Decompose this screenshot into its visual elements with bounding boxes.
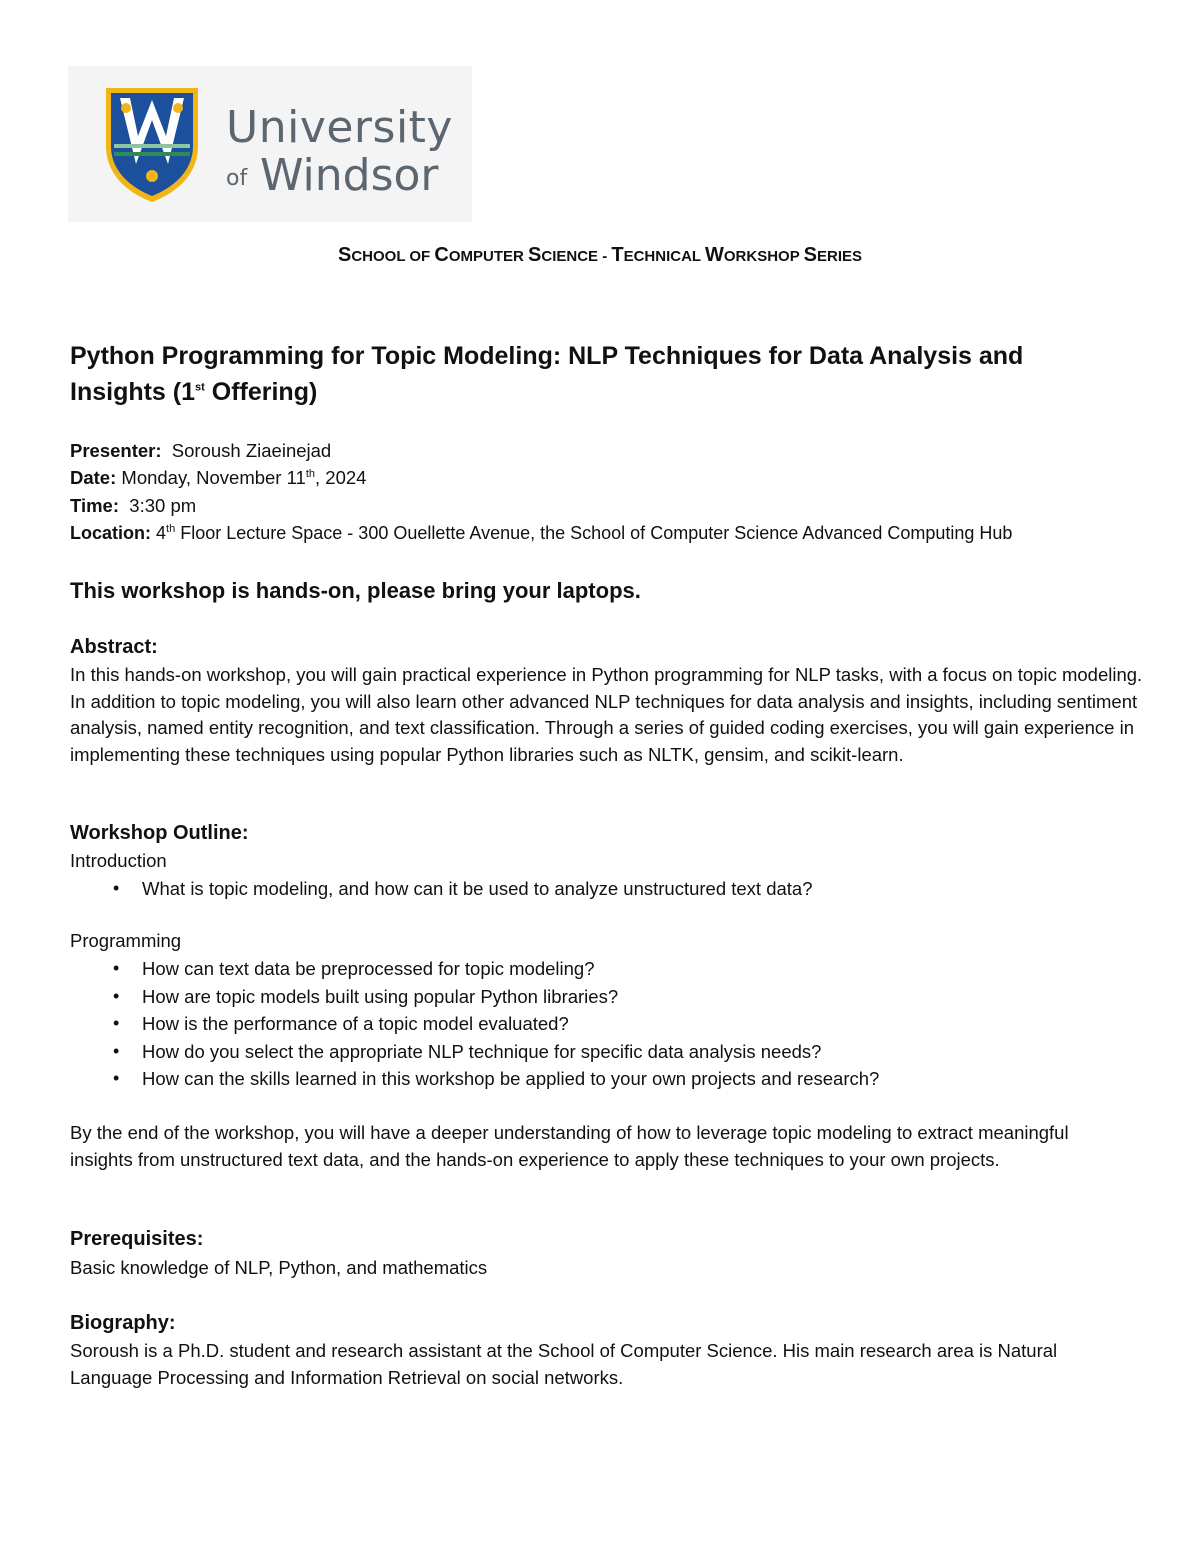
prereq-heading: Prerequisites: (70, 1228, 204, 1250)
logo-windsor-text: Windsor (260, 150, 439, 201)
list-item: • How do you select the appropriate NLP technique for specific data analysis needs? (70, 1038, 879, 1066)
date-label: Date: (70, 467, 117, 488)
workshop-title: Python Programming for Topic Modeling: NLP Techniques for Data Analysis and Insights (1st Offering) (70, 342, 1024, 406)
programming-list (70, 955, 879, 1093)
university-logo (68, 66, 472, 222)
presenter-value: Soroush Ziaeinejad (171, 440, 332, 461)
logo-university-text: University (226, 102, 453, 153)
time-value: 3:30 pm (129, 495, 197, 516)
date-line: Date: Monday, November 11th, 2024 (70, 467, 367, 488)
abstract-heading: Abstract: (70, 636, 158, 658)
list-item: • How can text data be preprocessed for topic modeling? (70, 955, 879, 983)
presenter-label: Presenter: (70, 440, 162, 461)
date-value: Monday, November 11 (121, 467, 306, 488)
logo-of-text: of (226, 166, 248, 191)
outline-closing: By the end of the workshop, you will have a deeper understanding of how to leverage topic modeling to extract meaningful insights from unstructured text data, and the hands-on experience to apply these techniques to your own projects. (70, 1122, 1069, 1170)
presenter-line (70, 440, 331, 462)
list-item: • How are topic models built using popular Python libraries? (70, 983, 879, 1011)
intro-label: Introduction (70, 850, 167, 871)
prereq-text: Basic knowledge of NLP, Python, and mathematics (70, 1257, 488, 1278)
outline-heading: Workshop Outline: (70, 822, 249, 844)
abstract-text: In this hands-on workshop, you will gain practical experience in Python programming for NLP tasks, with a focus on topic modeling. In addition to topic modeling, you will also learn other advanced NLP techniques for data analysis and insights, including sentiment analysis, named entity recognition, and text classification. Through a series of guided coding exercises, you will gain experience in implementing these techniques using popular Python libraries such as NLTK, gensim, and scikit-learn. (70, 664, 1143, 765)
location-value: Floor Lecture Space - 300 Ouellette Avenue, the School of Computer Science Advanced Computing Hub (175, 523, 1013, 543)
time-label: Time: (70, 495, 120, 516)
series-heading: SCHOOL OF COMPUTER SCIENCE - TECHNICAL WORKSHOP SERIES (337, 244, 862, 266)
list-item: • How is the performance of a topic model evaluated? (70, 1010, 879, 1038)
list-item: • How can the skills learned in this workshop be applied to your own projects and research? (70, 1065, 879, 1093)
shield-icon (102, 84, 202, 204)
intro-list (70, 875, 813, 903)
location-line: Location: 4th Floor Lecture Space - 300 Ouellette Avenue, the School of Computer Science Advanced Computing Hub (70, 523, 1013, 543)
time-line (70, 495, 196, 517)
programming-label: Programming (70, 930, 182, 951)
list-item: • What is topic modeling, and how can it be used to analyze unstructured text data? (70, 875, 813, 903)
hands-on-notice: This workshop is hands-on, please bring your laptops. (70, 578, 641, 603)
location-label: Location: (70, 523, 151, 543)
bio-text: Soroush is a Ph.D. student and research assistant at the School of Computer Science. His main research area is Natural Language Processing and Information Retrieval on social networks. (70, 1340, 1058, 1388)
bio-heading: Biography: (70, 1312, 176, 1334)
